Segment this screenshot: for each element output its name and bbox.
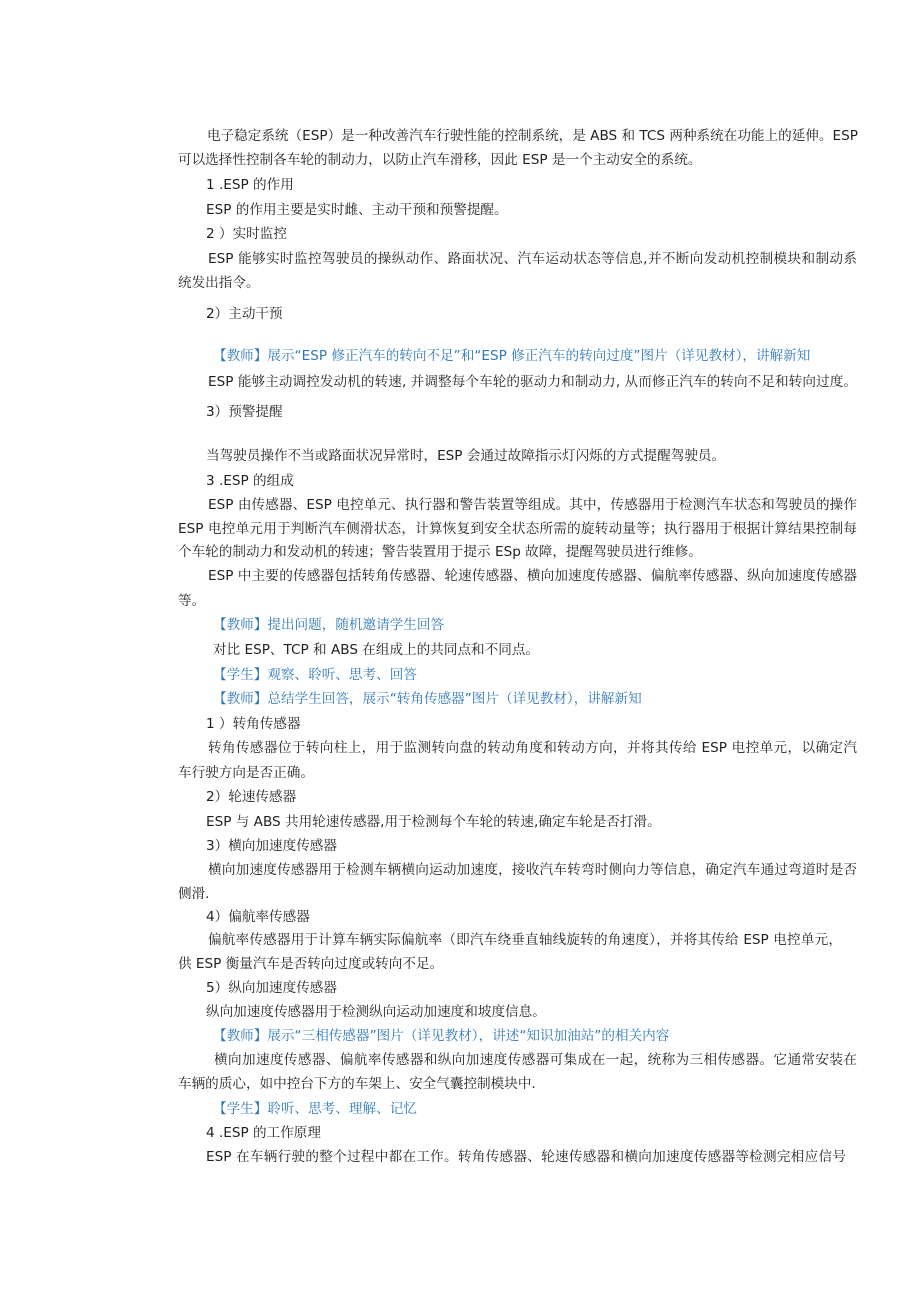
paragraph-line: ESP 电控单元用于判断汽车侧滑状态，计算恢复到安全状态所需的旋转动量等；执行器用于根据计算结果控制每 <box>178 521 857 537</box>
teacher-note: 【教师】总结学生回答，展示“转角传感器”图片（详见教材），讲解新知 <box>213 691 642 707</box>
section-heading: 1 .ESP 的作用 <box>206 177 294 193</box>
paragraph-line: ESP 在车辆行驶的整个过程中都在工作。转角传感器、轮速传感器和横向加速度传感器等检测完相应信号 <box>206 1149 846 1165</box>
paragraph-line: 横向加速度传感器用于检测车辆横向运动加速度，接收汽车转弯时侧向力等信息，确定汽车通过弯道时是否 <box>208 862 857 878</box>
subsection-heading: 3）预警提醒 <box>206 404 283 420</box>
subsection-heading: 3）横向加速度传感器 <box>206 838 337 854</box>
paragraph-line: 对比 ESP、TCP 和 ABS 在组成上的共同点和不同点。 <box>213 642 540 658</box>
teacher-note: 【教师】展示“三相传感器”图片（详见教材），讲述“知识加油站”的相关内容 <box>213 1028 670 1044</box>
paragraph-line: ESP 能够实时监控驾驶员的操纵动作、路面状况、汽车运动状态等信息,并不断向发动机控制模块和制动系 <box>208 251 857 267</box>
subsection-heading: 2）主动干预 <box>206 306 283 322</box>
paragraph-line: 当驾驶员操作不当或路面状况异常时，ESP 会通过故障指示灯闪烁的方式提醒驾驶员。 <box>206 448 726 464</box>
paragraph-line: 供 ESP 衡量汽车是否转向过度或转向不足。 <box>178 956 444 972</box>
paragraph-line: 转角传感器位于转向柱上，用于监测转向盘的转动角度和转动方向，并将其传给 ESP 电控单元，以确定汽 <box>208 740 857 756</box>
teacher-note: 【教师】提出问题，随机邀请学生回答 <box>213 617 445 633</box>
paragraph-line: 横向加速度传感器、偏航率传感器和纵向加速度传感器可集成在一起，统称为三相传感器。它通常安装在 <box>214 1052 857 1068</box>
paragraph-line: ESP 中主要的传感器包括转角传感器、轮速传感器、横向加速度传感器、偏航率传感器、纵向加速度传感器 <box>208 568 857 584</box>
student-note: 【学生】聆听、思考、理解、记忆 <box>213 1101 417 1117</box>
subsection-heading: 2 ）实时监控 <box>206 226 287 242</box>
paragraph-line: 等。 <box>178 593 206 609</box>
paragraph-line: 个车轮的制动力和发动机的转速；警告装置用于提示 ESp 故障，提醒驾驶员进行维修。 <box>178 544 702 560</box>
section-heading: 3 .ESP 的组成 <box>206 473 294 489</box>
paragraph-line: ESP 的作用主要是实时雌、主动干预和预警提醒。 <box>206 202 508 218</box>
paragraph-line: 纵向加速度传感器用于检测纵向运动加速度和坡度信息。 <box>206 1004 546 1020</box>
paragraph-line: 车辆的质心，如中控台下方的车架上、安全气囊控制模块中. <box>178 1076 536 1092</box>
paragraph-line: 可以选择性控制各车轮的制动力，以防止汽车滑移，因此 ESP 是一个主动安全的系统。 <box>178 152 702 168</box>
paragraph-line: ESP 能够主动调控发动机的转速, 并调整每个车轮的驱动力和制动力, 从而修正汽车的转向不足和转向过度。 <box>208 374 857 390</box>
paragraph-line: 车行驶方向是否正确。 <box>178 765 314 781</box>
paragraph-line: ESP 由传感器、ESP 电控单元、执行器和警告装置等组成。其中，传感器用于检测汽车状态和驾驶员的操作 <box>208 497 857 513</box>
paragraph-line: 统发出指令。 <box>178 275 260 291</box>
teacher-note: 【教师】展示“ESP 修正汽车的转向不足”和“ESP 修正汽车的转向过度”图片（详见教材），讲解新知 <box>213 348 811 364</box>
subsection-heading: 4）偏航率传感器 <box>206 909 310 925</box>
paragraph-line: 电子稳定系统（ESP）是一种改善汽车行驶性能的控制系统，是 ABS 和 TCS 两种系统在功能上的延伸。ESP <box>207 128 858 144</box>
student-note: 【学生】观察、聆听、思考、回答 <box>213 667 417 683</box>
paragraph-line: 偏航率传感器用于计算车辆实际偏航率（即汽车绕垂直轴线旋转的角速度），并将其传给 ESP 电控单元， <box>208 932 842 948</box>
paragraph-line: ESP 与 ABS 共用轮速传感器,用于检测每个车轮的转速,确定车轮是否打滑。 <box>206 814 661 830</box>
section-heading: 4 .ESP 的工作原理 <box>206 1125 321 1141</box>
subsection-heading: 2）轮速传感器 <box>206 789 297 805</box>
paragraph-line: 侧滑. <box>178 886 210 902</box>
subsection-heading: 5）纵向加速度传感器 <box>206 980 337 996</box>
subsection-heading: 1 ）转角传感器 <box>206 716 301 732</box>
